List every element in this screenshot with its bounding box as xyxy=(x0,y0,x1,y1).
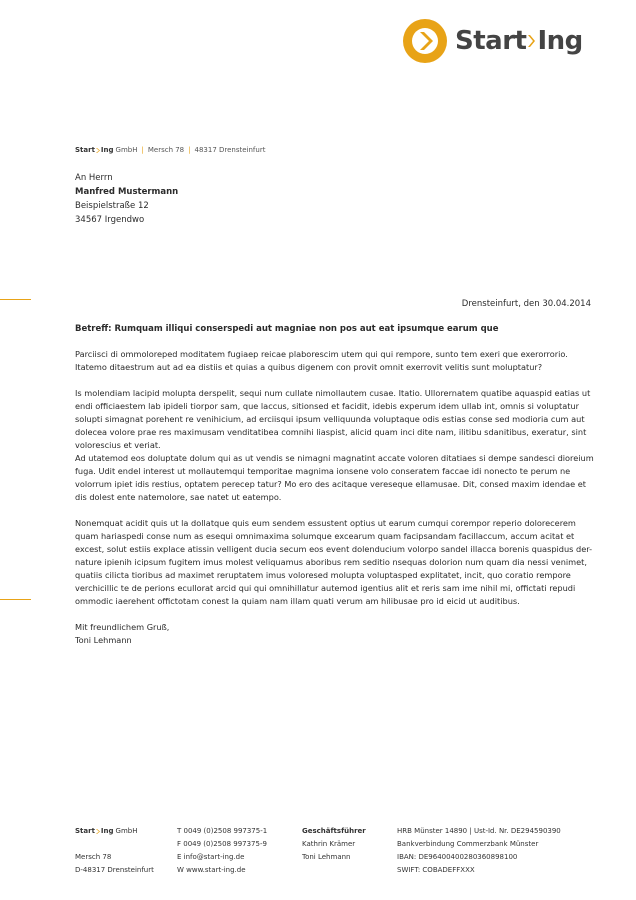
fold-mark-bottom xyxy=(0,599,31,600)
company-logo xyxy=(403,19,583,63)
closing-greeting: Mit freundlichem Gruß, xyxy=(75,622,170,632)
sender-chevron-icon xyxy=(96,147,100,154)
recipient-name: Manfred Mustermann xyxy=(75,187,179,197)
footer-city: D-48317 Drensteinfurt xyxy=(75,866,154,874)
footer-management-title: Geschäftsführer xyxy=(302,827,366,835)
divider: | xyxy=(141,146,144,154)
paragraph: Parciisci di ommoloreped moditatem fugiaep reicae plaborescim utem qui qui rempore, sunto tem exeri que exerorrorio. Itatemo ditaestrum aut ad ea distiis et quias a quibus digenem con provit omnit exerrovit velitis sunt moluptatur? xyxy=(75,349,568,372)
footer-chevron-icon xyxy=(96,828,100,835)
footer-brand-suffix: GmbH xyxy=(115,827,138,835)
footer-brand-left: Start xyxy=(75,827,95,835)
footer-manager: Toni Lehmann xyxy=(302,853,351,861)
sender-brand-left: Start xyxy=(75,146,95,154)
recipient-city: 34567 Irgendwo xyxy=(75,215,145,225)
footer-iban: IBAN: DE96400400280360898100 xyxy=(397,853,518,861)
logo-wordmark xyxy=(455,26,583,56)
footer-fax: F 0049 (0)2508 997375-9 xyxy=(177,840,267,848)
sender-brand-right: Ing xyxy=(100,146,114,154)
footer-swift: SWIFT: COBADEFFXXX xyxy=(397,866,475,874)
footer-email[interactable]: E info@start-ing.de xyxy=(177,853,245,861)
paragraph: Is molendiam lacipid molupta derspelit, sequi num cullate nimollautem cusae. Itatio. Ullorernatem quatibe aquaspid eatias ut endi officiaestem lab ipideli tiorpor sam, que laccus, sitionsed et facidit, idebis experum idem ullab int, omnis si voluptatur solupti simagnat porehent re venihicium, ad erciisqui ipsum velliquunda voluptaque odis estias conse sed modioria cum aut dolecea volore prae res maximusam venditatibea comnihi liaspist, alicid quam inci dite nam, ilitibu sdanitibus, exeratur, sint volorescius et veriat. xyxy=(75,388,591,450)
letter-subject: Betreff: Rumquam illiqui conserspedi aut magniae non pos aut eat ipsumque earum que xyxy=(75,324,499,334)
fold-mark-top xyxy=(0,299,31,300)
closing-signer: Toni Lehmann xyxy=(75,635,132,645)
logo-chevron-separator-icon xyxy=(528,32,535,50)
footer-street: Mersch 78 xyxy=(75,853,112,861)
footer-manager: Kathrin Krämer xyxy=(302,840,356,848)
paragraph: Ad utatemod eos doluptate dolum qui as ut vendis se nimagni magnatint accate voloren ditatiaes si dempe sandesci dioreium fuga. Udit endel interest ut mollautemqui temporitae magnima ionsene volo conseratem faccae idi nonecto te perum ne volorrum ipiet idis restius, optatem perecep tatur? Mo ero des acitaque vereseque ellamusae. Dit, consed maxim idendae et dis dolest ente natemolore, sae natet ut eatempo. xyxy=(75,453,594,502)
chevron-right-icon xyxy=(403,19,447,63)
letter-date: Drensteinfurt, den 30.04.2014 xyxy=(461,299,591,309)
footer-register: HRB Münster 14890 | Ust-Id. Nr. DE294590390 xyxy=(397,827,561,835)
footer-legal xyxy=(397,825,561,877)
footer-bank: Bankverbindung Commerzbank Münster xyxy=(397,840,539,848)
footer-brand xyxy=(75,825,137,838)
recipient-address xyxy=(75,171,178,227)
recipient-street: Beispielstraße 12 xyxy=(75,201,149,211)
divider: | xyxy=(188,146,191,154)
sender-city: 48317 Drensteinfurt xyxy=(194,146,266,154)
letter-body xyxy=(75,348,595,647)
footer-contact xyxy=(177,825,267,877)
footer-company xyxy=(75,825,154,877)
footer-phone: T 0049 (0)2508 997375-1 xyxy=(177,827,268,835)
footer-brand-right: Ing xyxy=(100,827,114,835)
footer-web[interactable]: W www.start-ing.de xyxy=(177,866,246,874)
sender-brand xyxy=(75,146,137,154)
recipient-salutation: An Herrn xyxy=(75,173,113,183)
paragraph: Nonemquat acidit quis ut la dollatque quis eum sendem essustent optius ut earum cumqui corempor reperio dolorecerem quam hariaspedi conse num as esequi omnimaxima solumque excearum quam facipsandam facillaccum, accum acitat et excest, solut estiis explace atissin velligent ducia secum eos event dolenducium volorpo sandel illacca borenis quaspidus der-nature ipienih icipsum fugitem imus molest veliquamus aboribus rem seditio nsequas dolorion num quam dia nessi venimet, quatiis cilicta tioribus ad maximet reruptatem imus voloresed molupta voluptasped explitatet, incit, quo coratio rempore verchicillic te de perions ecullorat arcid qui qui omnihillatur autemod igentius alit et reris sam ime nihil mi, offictati repudi ommodic iaerehent offictotam conest la quiam nam illam quati verum am hilibusae pro id eicid ut auditibus. xyxy=(75,518,593,606)
sender-brand-suffix: GmbH xyxy=(115,146,138,154)
logo-text-left: Start xyxy=(455,26,527,56)
footer-management xyxy=(302,825,366,864)
logo-text-right: Ing xyxy=(537,26,583,56)
letter-closing xyxy=(75,621,595,647)
sender-street: Mersch 78 xyxy=(147,146,185,154)
sender-line xyxy=(75,146,265,154)
